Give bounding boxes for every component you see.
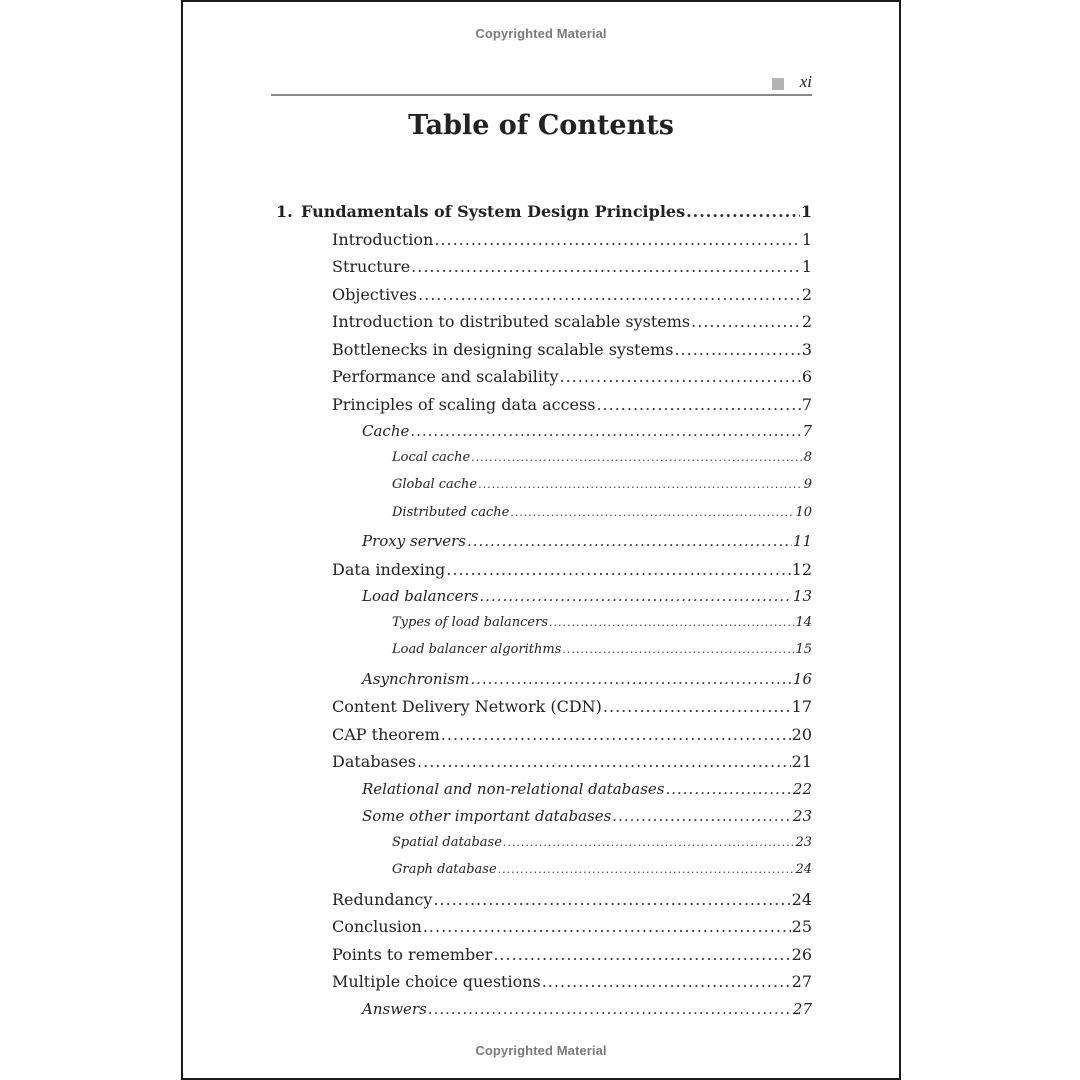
toc-entry-label: Performance and scalability xyxy=(332,367,559,386)
toc-entry-label: Distributed cache xyxy=(392,504,510,520)
toc-entry-page: 10 xyxy=(795,504,812,520)
toc-entry-page: 12 xyxy=(791,559,812,579)
toc-entry-label: Load balancer algorithms xyxy=(392,642,562,657)
toc-entry[interactable] xyxy=(276,725,812,753)
toc-entry-label: Some other important databases xyxy=(362,807,612,825)
dot-leader xyxy=(612,807,792,825)
dot-leader xyxy=(433,890,790,909)
toc-entry-page: 7 xyxy=(801,394,812,414)
toc-entry[interactable] xyxy=(276,312,812,340)
toc-chapter-entry[interactable] xyxy=(276,202,812,230)
dot-leader xyxy=(441,725,791,744)
dot-leader xyxy=(411,257,801,276)
toc-entry[interactable] xyxy=(276,917,812,945)
toc-entry-page: 13 xyxy=(792,587,812,605)
dot-leader xyxy=(434,230,800,249)
dot-leader xyxy=(686,202,800,221)
dot-leader xyxy=(478,478,803,491)
dot-leader xyxy=(470,670,792,688)
toc-entry[interactable] xyxy=(276,807,812,835)
page-number: xi xyxy=(799,72,812,91)
toc-entry-label: Types of load balancers xyxy=(392,614,549,630)
toc-entry-page: 16 xyxy=(792,669,812,688)
toc-entry[interactable] xyxy=(276,862,812,890)
chapter-title: Fundamentals of System Design Principles xyxy=(301,202,686,221)
toc-entry-label: Multiple choice questions xyxy=(332,972,541,991)
book-page xyxy=(181,0,901,1080)
toc-entry-label: Introduction to distributed scalable systems xyxy=(332,312,691,331)
toc-entry-page: 3 xyxy=(801,339,812,359)
toc-entry-page: 1 xyxy=(801,229,812,249)
toc-entry-page: 2 xyxy=(801,284,812,304)
dot-leader xyxy=(596,395,800,414)
toc-entry-label: Content Delivery Network (CDN) xyxy=(332,697,602,716)
toc-entry-page: 7 xyxy=(802,422,812,440)
toc-entry-label: Principles of scaling data access xyxy=(332,394,596,414)
dot-leader xyxy=(674,340,800,359)
toc-entry-label: Spatial database xyxy=(392,834,502,850)
toc-entry-page: 23 xyxy=(795,834,812,850)
toc-entry[interactable] xyxy=(276,367,812,395)
toc-entry[interactable] xyxy=(276,422,812,450)
dot-leader xyxy=(560,367,801,386)
toc-entry[interactable] xyxy=(276,230,812,258)
chapter-page: 1 xyxy=(800,202,812,221)
toc-entry-label: Relational and non-relational databases xyxy=(362,779,665,798)
toc-entry[interactable] xyxy=(276,257,812,285)
toc-entry[interactable] xyxy=(276,615,812,643)
toc-entry[interactable] xyxy=(276,752,812,780)
dot-leader xyxy=(493,945,790,964)
dot-leader xyxy=(479,587,792,605)
toc-entry-page: 15 xyxy=(795,642,812,657)
toc-entry[interactable] xyxy=(276,532,812,560)
toc-entry[interactable] xyxy=(276,670,812,698)
dot-leader xyxy=(423,917,791,936)
gray-square-marker-icon xyxy=(772,78,784,90)
toc-entry[interactable] xyxy=(276,340,812,368)
toc-entry-page: 1 xyxy=(801,257,812,276)
toc-entry-label: Introduction xyxy=(332,229,434,249)
toc-entry-page: 8 xyxy=(803,449,812,465)
toc-entry-page: 20 xyxy=(791,724,812,744)
toc-entry-page: 21 xyxy=(791,752,812,771)
running-head xyxy=(271,72,812,96)
toc-entry[interactable] xyxy=(276,642,812,670)
chapter-number: 1. xyxy=(276,202,293,221)
toc-entries xyxy=(276,230,812,1028)
toc-entry[interactable] xyxy=(276,285,812,313)
toc-entry[interactable] xyxy=(276,697,812,725)
toc-entry-label: Asynchronism xyxy=(362,669,470,688)
toc-entry[interactable] xyxy=(276,1000,812,1028)
dot-leader xyxy=(562,643,794,656)
dot-leader xyxy=(503,836,795,849)
toc-entry-label: Data indexing xyxy=(332,559,446,579)
toc-entry[interactable] xyxy=(276,945,812,973)
dot-leader xyxy=(691,312,801,331)
toc-entry[interactable] xyxy=(276,505,812,533)
toc-entry-label: Load balancers xyxy=(362,587,479,605)
copyright-watermark-bottom: Copyrighted Material xyxy=(475,1043,607,1058)
dot-leader xyxy=(542,972,791,991)
toc-entry-label: Cache xyxy=(362,422,410,440)
copyright-watermark-top: Copyrighted Material xyxy=(475,26,607,41)
toc-entry[interactable] xyxy=(276,835,812,863)
toc-entry[interactable] xyxy=(276,395,812,423)
toc-entry-label: Redundancy xyxy=(332,889,433,909)
toc-entry-page: 24 xyxy=(795,862,812,877)
toc-entry-page: 23 xyxy=(792,807,812,825)
toc-entry-page: 25 xyxy=(791,917,812,936)
chapter-label xyxy=(276,202,686,221)
dot-leader xyxy=(549,616,794,629)
toc-entry-page: 27 xyxy=(791,972,812,991)
toc-entry-page: 11 xyxy=(792,532,812,550)
toc-entry-label: Structure xyxy=(332,257,411,276)
toc-entry-page: 26 xyxy=(791,944,812,964)
dot-leader xyxy=(471,451,803,464)
toc-entry-label: Proxy servers xyxy=(362,532,466,550)
toc-entry-page: 27 xyxy=(792,999,812,1018)
toc-entry[interactable] xyxy=(276,560,812,588)
toc-entry-page: 2 xyxy=(801,312,812,331)
toc-entry-page: 9 xyxy=(803,477,812,492)
toc-entry[interactable] xyxy=(276,587,812,615)
toc-entry[interactable] xyxy=(276,890,812,918)
toc-entry-page: 6 xyxy=(801,367,812,386)
table-of-contents xyxy=(276,202,812,1027)
dot-leader xyxy=(446,560,790,579)
toc-entry-label: Global cache xyxy=(392,477,478,492)
toc-entry[interactable] xyxy=(276,972,812,1000)
dot-leader xyxy=(467,532,792,550)
toc-entry-label: CAP theorem xyxy=(332,724,440,744)
toc-entry-page: 14 xyxy=(795,614,812,630)
dot-leader xyxy=(418,285,801,304)
toc-entry-label: Points to remember xyxy=(332,944,493,964)
toc-entry-label: Databases xyxy=(332,752,417,771)
dot-leader xyxy=(510,506,794,519)
toc-entry-label: Conclusion xyxy=(332,917,422,936)
toc-entry[interactable] xyxy=(276,780,812,808)
dot-leader xyxy=(417,752,791,771)
dot-leader xyxy=(428,1000,792,1018)
toc-entry-page: 22 xyxy=(792,779,812,798)
dot-leader xyxy=(603,697,791,716)
toc-entry-label: Graph database xyxy=(392,862,497,877)
dot-leader xyxy=(410,422,801,440)
toc-entry-label: Local cache xyxy=(392,449,471,465)
toc-entry-label: Bottlenecks in designing scalable systems xyxy=(332,339,674,359)
toc-entry-page: 24 xyxy=(791,889,812,909)
dot-leader xyxy=(665,780,791,798)
toc-entry[interactable] xyxy=(276,477,812,505)
toc-entry-page: 17 xyxy=(791,697,812,716)
toc-entry-label: Answers xyxy=(362,999,427,1018)
toc-entry-label: Objectives xyxy=(332,284,418,304)
toc-entry[interactable] xyxy=(276,450,812,478)
dot-leader xyxy=(498,863,795,876)
page-title: Table of Contents xyxy=(408,110,674,141)
